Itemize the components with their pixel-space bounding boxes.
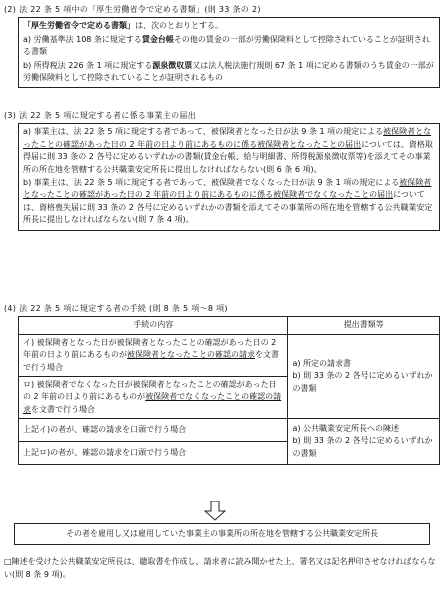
- section-2-item-b: b) 所得税法 226 条 1 項に規定する源泉徴収票又は法人税法施行規則 67 条 1 項に定める書類のうち賃金の一部が労働保険料として控除されていることが証明されるもの: [23, 60, 434, 82]
- procedure-row-oral-ro: 上記ロ)の者が、確認の請求を口頭で行う場合: [19, 442, 288, 465]
- procedure-table: [18, 316, 440, 465]
- section-3-heading: (3) 法 22 条 5 項に規定する者に係る事業主の届出: [4, 111, 197, 120]
- section-2-heading: (2) 法 22 条 5 項中の「厚生労働省令で定める書類」(則 33 条の 2): [4, 5, 261, 14]
- down-arrow-icon: [204, 501, 226, 521]
- documents-col-header: 提出書類等: [288, 317, 440, 334]
- closing-note: □陳述を受けた公共職業安定所長は、聴取書を作成し、請求者に読み聞かせた上、署名又は記名押印させなければならない(則 8 条 9 項)。: [4, 557, 436, 580]
- section-2-intro-text: は、次のとおりとする。: [135, 21, 223, 31]
- procedure-row-i: イ) 被保険者となった日が被保険者となったことの確認があった日の 2 年前の日より前にあるものが被保険者となったことの確認の請求を文書で行う場合: [19, 334, 288, 376]
- section-2-box: [18, 17, 440, 88]
- section-4: [4, 303, 440, 465]
- section-2-item-a: a) 労働基準法 108 条に規定する賃金台帳その他の賃金の一部が労働保険料として控除されていることが証明される書類: [23, 34, 430, 57]
- documents-oral: a) 公共職業安定所長への陳述 b) 則 33 条の 2 各号に定めるいずれかの書類: [288, 419, 440, 465]
- section-3-item-a: a) 事業主は、法 22 条 5 項に規定する者であって、被保険者となった日が法 9 条 1 項の規定による被保険者となったことの確認があった日の 2 年前の日より前にあるものに係る被保険者となったことの届出については、資格取得届に則 33 条の 2 各号に定めるいずれかの書類(賃金台帳、給与明細書、所得税源泉徴収票等)を添えてその事業所の所在地を管轄する公共職業安定所長に提出しなければならない(則 6 条 6 項)。: [23, 127, 433, 174]
- section-2: [4, 4, 440, 88]
- procedure-row-ro: ロ) 被保険者でなくなった日が被保険者となったことの確認があった日の 2 年前の日より前にあるものが被保険者でなくなったことの確認の請求を文書で行う場合: [19, 376, 288, 418]
- section-3-item-b: b) 事業主は、法 22 条 5 項に規定する者であって、被保険者でなくなった日が法 9 条 1 項の規定による被保険者となったことの確認があった日の 2 年前の日より前にあるものに係る被保険者でなくなったことの届出については、資格喪失届に則 33 条の 2 各号に定めるいずれかの書類を添えてその事業所の所在地を管轄する公共職業安定所長に提出しなければならない(則 7 条 4 項)。: [23, 177, 433, 225]
- section-2-intro-term: 「厚生労働省令で定める書類」: [23, 21, 135, 31]
- section-3-box: [18, 123, 440, 230]
- section-3: [4, 110, 440, 231]
- final-authority-box: その者を雇用し又は雇用していた事業主の事業所の所在地を管轄する公共職業安定所長: [14, 523, 430, 545]
- procedure-table-wrap: [18, 316, 440, 465]
- procedure-row-oral-i: 上記イ)の者が、確認の請求を口頭で行う場合: [19, 419, 288, 442]
- section-4-heading: (4) 法 22 条 5 項に規定する者の手続 (則 8 条 5 項〜8 項): [4, 304, 228, 313]
- procedure-col-header: 手続の内容: [19, 317, 288, 334]
- documents-written: a) 所定の請求書 b) 則 33 条の 2 各号に定めるいずれかの書類: [288, 334, 440, 418]
